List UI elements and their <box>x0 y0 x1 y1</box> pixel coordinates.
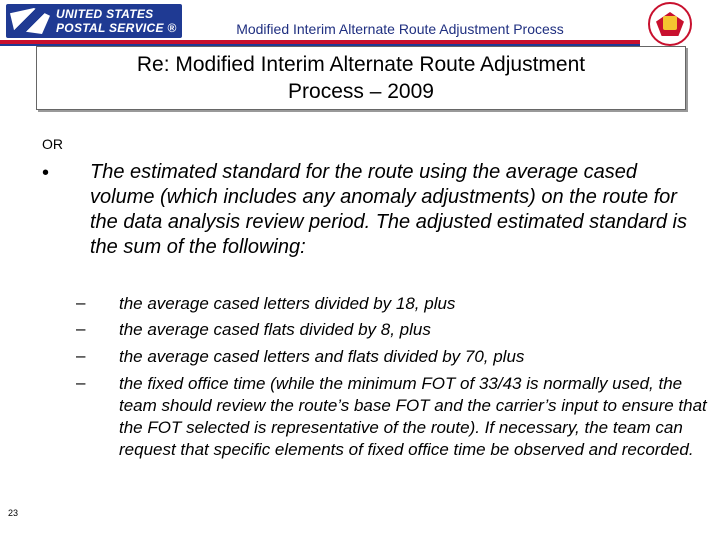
bullet-marker: • <box>42 162 50 184</box>
list-item: the average cased letters and flats divided by 70, plus <box>119 347 525 366</box>
usps-logo <box>6 4 182 38</box>
dash-marker: – <box>76 373 86 392</box>
list-item: the fixed office time (while the minimum FOT of 33/43 is normally used, the team should review the route’s base FOT and the carrier’s input to ensure that the FOT selected is representative of the route). If necessary, the team can request that specific elements of fixed office time be observed and recorded. <box>119 374 707 459</box>
dash-marker: – <box>76 293 86 312</box>
union-emblem-icon <box>648 2 692 46</box>
list-item: the average cased letters divided by 18, plus <box>119 294 456 313</box>
slide-title-line2: Process – 2009 <box>288 80 434 103</box>
page-number: 23 <box>8 508 19 518</box>
usps-wordmark-line1: UNITED STATES <box>56 7 154 21</box>
main-paragraph: The estimated standard for the route using the average cased volume (which includes any anomaly adjustments) on the route for the data analysis review period. The adjusted estimated standard is the sum of the following: <box>90 161 688 258</box>
slide-header <box>0 0 720 42</box>
eagle-icon <box>10 8 50 34</box>
usps-wordmark-line2: POSTAL SERVICE ® <box>56 21 177 35</box>
slide-title-line1: Re: Modified Interim Alternate Route Adjustment <box>136 53 586 76</box>
header-title: Modified Interim Alternate Route Adjustment Process <box>236 21 564 37</box>
slide-title-box <box>36 46 686 110</box>
usps-wordmark <box>56 7 177 35</box>
dash-marker: – <box>76 346 86 365</box>
emblem-badge <box>663 16 677 30</box>
list-item: the average cased flats divided by 8, plus <box>119 320 431 339</box>
or-label: OR <box>42 136 63 152</box>
dash-marker: – <box>76 319 86 338</box>
